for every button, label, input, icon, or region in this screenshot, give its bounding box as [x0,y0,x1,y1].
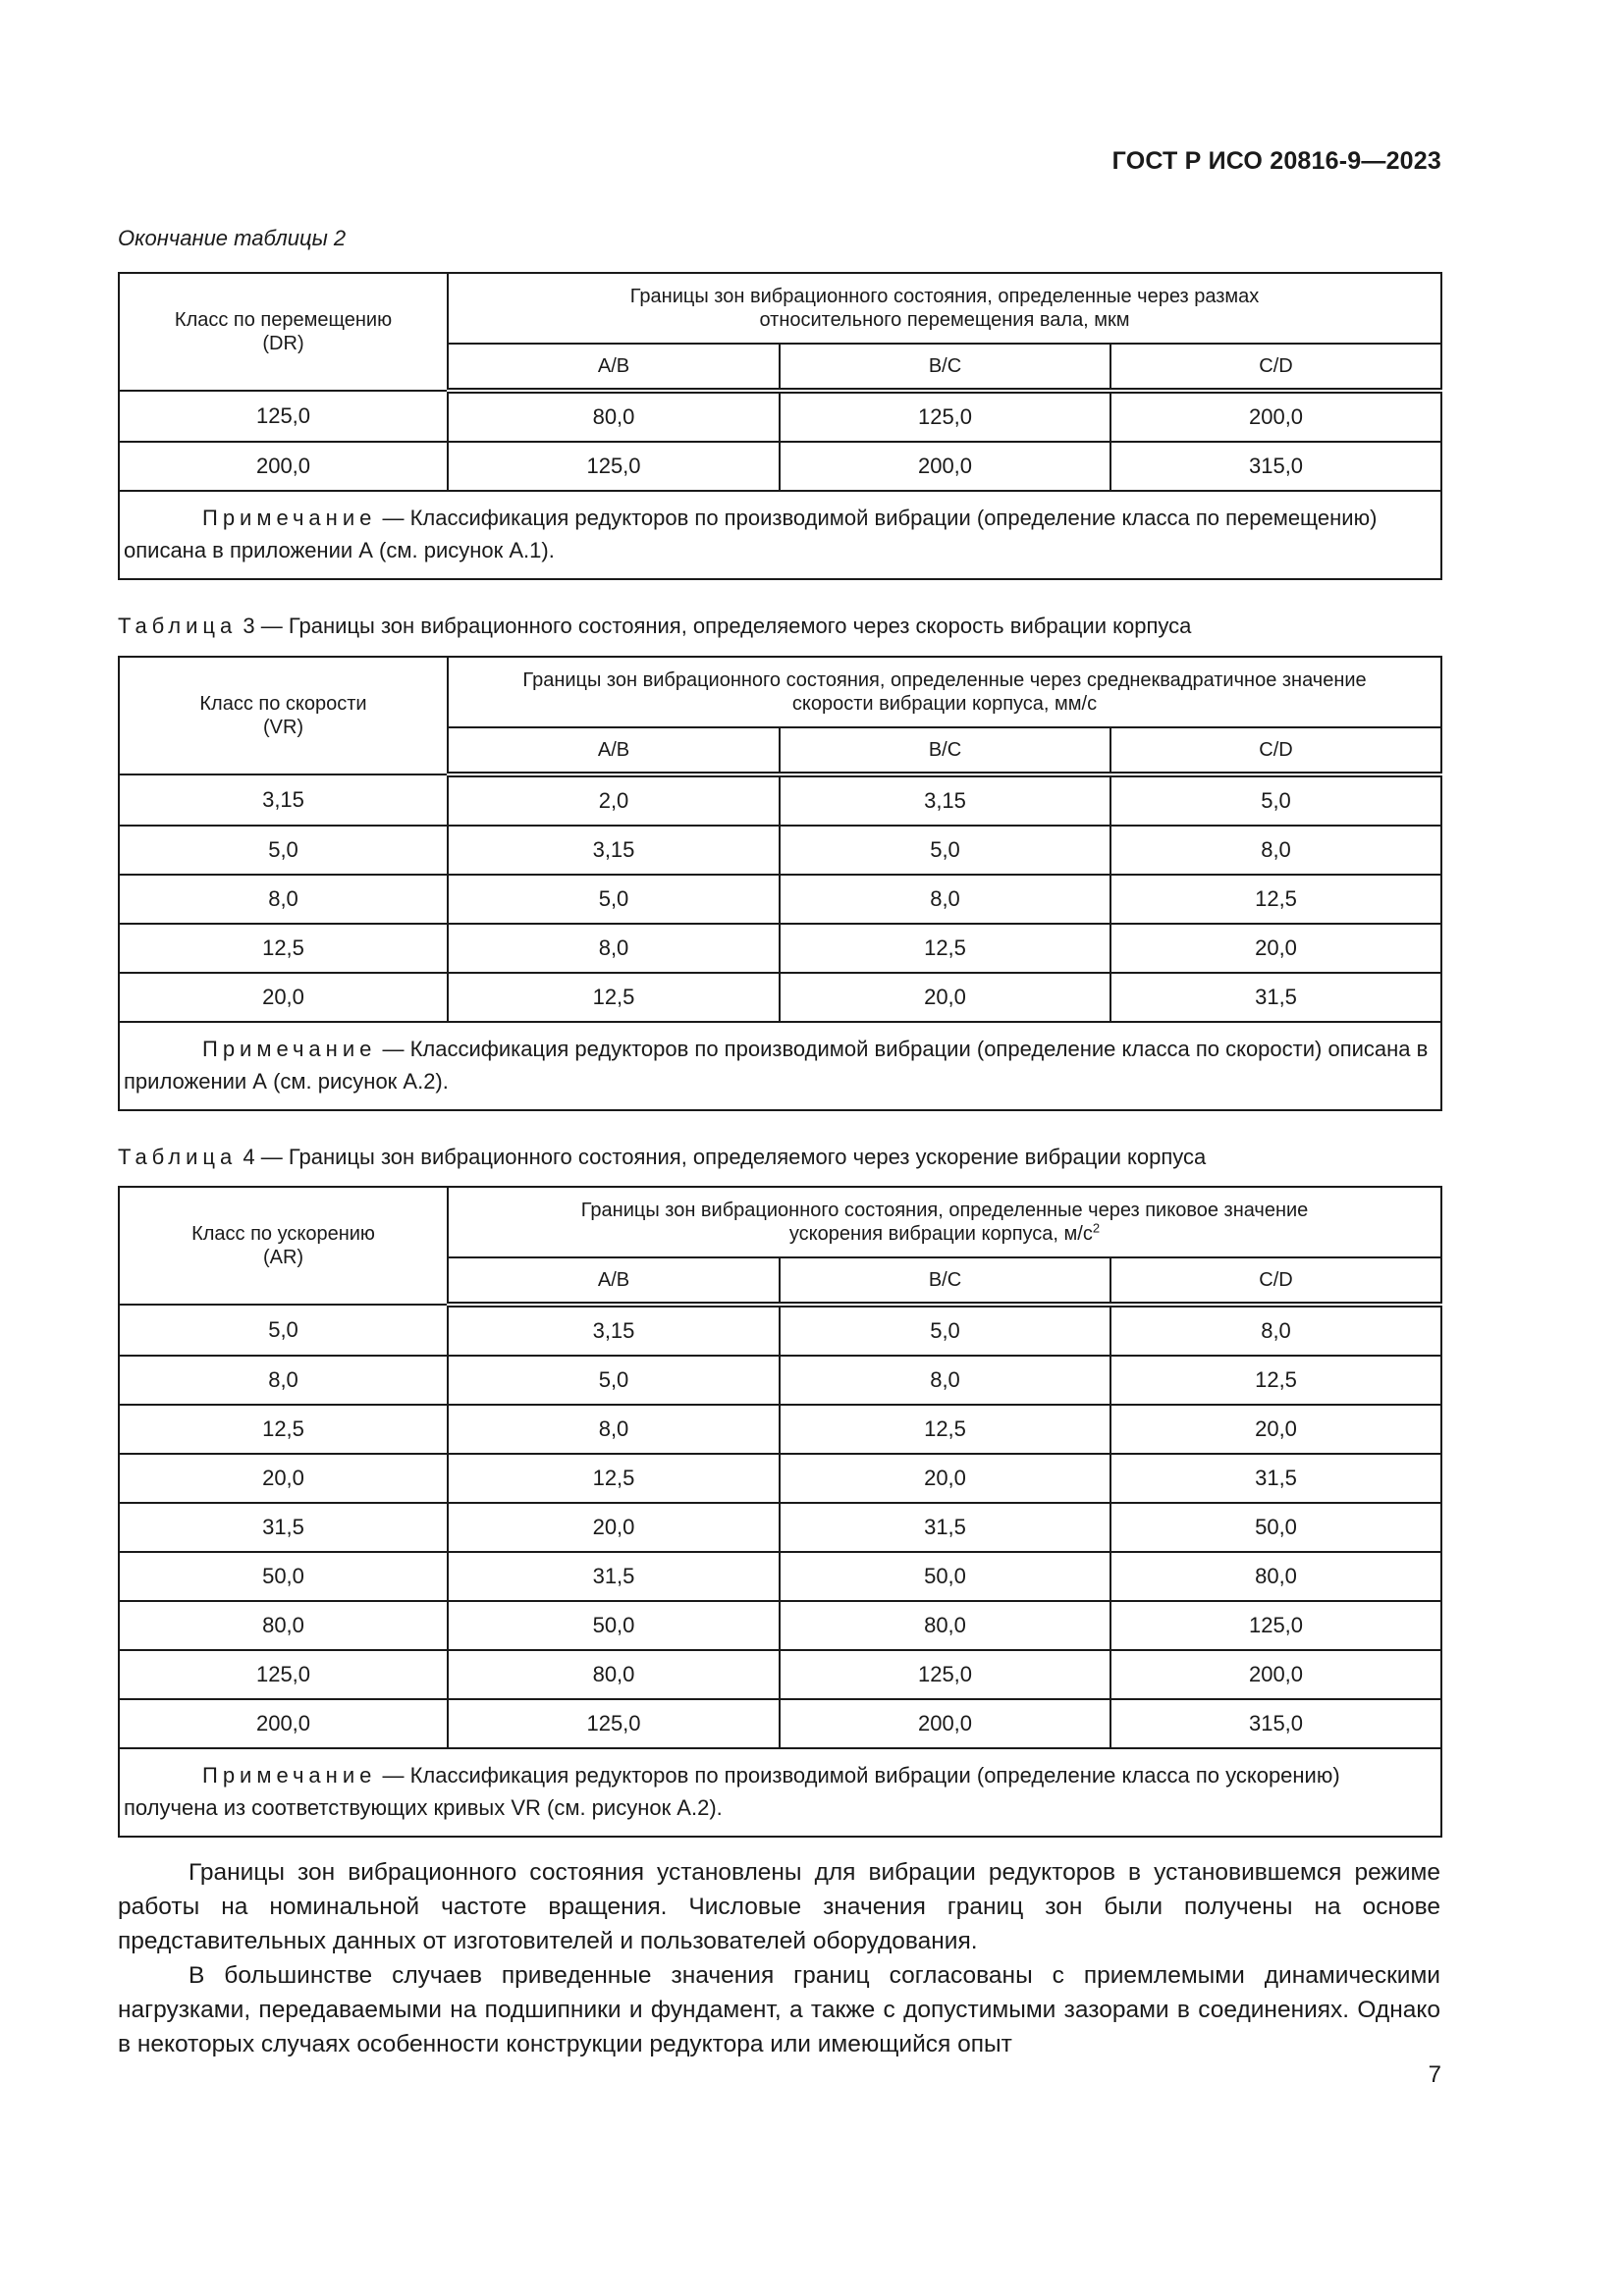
table-3-velocity [118,656,1442,1111]
cell: 80,0 [448,1650,780,1699]
table-row [119,1650,1441,1699]
cell: 31,5 [780,1503,1110,1552]
cell: 3,15 [119,774,448,826]
table-note-row [119,491,1441,579]
cell: 50,0 [448,1601,780,1650]
cell: 80,0 [1110,1552,1441,1601]
table-note: Примечание — Классификация редукторов по производимой вибрации (определение класса по перемещению) описана в приложении А (см. рисунок А.1). [119,491,1441,579]
cell: 12,5 [780,1405,1110,1454]
cell: 5,0 [780,826,1110,875]
cell: 31,5 [1110,973,1441,1022]
table-row [119,1503,1441,1552]
cell: 12,5 [448,973,780,1022]
cell: 200,0 [119,442,448,491]
zone-limits-group-header: Границы зон вибрационного состояния, определенные через пиковое значение ускорения вибрации корпуса, $м/с^2$ [448,1187,1441,1257]
cell: 125,0 [119,1650,448,1699]
table-row [119,1552,1441,1601]
cell: 200,0 [780,442,1110,491]
cell: 200,0 [1110,391,1441,442]
col-header-cd: C/D [1110,344,1441,391]
page-number: 7 [1428,2061,1441,2088]
cell: 12,5 [119,924,448,973]
col-header-ab: A/B [448,344,780,391]
cell: 8,0 [1110,826,1441,875]
table3-caption: Таблица 3 — Границы зон вибрационного состояния, определяемого через скорость вибрации корпуса [118,614,1192,638]
cell: 8,0 [448,924,780,973]
cell: 31,5 [119,1503,448,1552]
cell: 50,0 [1110,1503,1441,1552]
table-row [119,1305,1441,1356]
cell: 8,0 [448,1405,780,1454]
table-4-acceleration [118,1186,1442,1838]
cell: 125,0 [780,391,1110,442]
cell: 80,0 [780,1601,1110,1650]
cell: 20,0 [448,1503,780,1552]
cell: 315,0 [1110,1699,1441,1748]
cell: 3,15 [448,1305,780,1356]
cell: 80,0 [119,1601,448,1650]
cell: 125,0 [448,1699,780,1748]
table-row [119,924,1441,973]
col-header-bc: B/C [780,1257,1110,1305]
table-row [119,442,1441,491]
paragraph: Границы зон вибрационного состояния установлены для вибрации редукторов в установившемся режиме работы на номинальной частоте вращения. Числовые значения границ зон были получены на основе представительных данных от изготовителей и пользователей оборудования. [118,1859,1440,1954]
col-header-bc: B/C [780,727,1110,774]
table-row [119,1601,1441,1650]
paragraph: В большинстве случаев приведенные значения границ согласованы с приемлемыми динамическими нагрузками, передаваемыми на подшипники и фундамент, а также с допустимыми зазорами в соединениях. Однако в некоторых случаях особенности конструкции редуктора или имеющийся опыт [118,1962,1440,2057]
cell: 125,0 [119,391,448,442]
col-header-cd: C/D [1110,1257,1441,1305]
table4-caption: Таблица 4 — Границы зон вибрационного состояния, определяемого через ускорение вибрации корпуса [118,1145,1207,1169]
cell: 12,5 [1110,1356,1441,1405]
cell: 5,0 [448,1356,780,1405]
table-row [119,1405,1441,1454]
cell: 2,0 [448,774,780,826]
cell: 12,5 [119,1405,448,1454]
table-row [119,391,1441,442]
cell: 31,5 [448,1552,780,1601]
cell: 8,0 [780,875,1110,924]
cell: 3,15 [448,826,780,875]
cell: 5,0 [448,875,780,924]
cell: 125,0 [448,442,780,491]
table-row [119,973,1441,1022]
cell: 125,0 [780,1650,1110,1699]
table-row [119,1699,1441,1748]
zone-limits-group-header: Границы зон вибрационного состояния, определенные через среднеквадратичное значение скорости вибрации корпуса, мм/с [448,657,1441,727]
table-row [119,875,1441,924]
cell: 5,0 [780,1305,1110,1356]
table-note: Примечание — Классификация редукторов по производимой вибрации (определение класса по ускорению) получена из соответствующих кривых VR (см. рисунок А.2). [119,1748,1441,1837]
cell: 8,0 [119,1356,448,1405]
table-note-row [119,1748,1441,1837]
cell: 20,0 [780,1454,1110,1503]
zone-limits-group-header: Границы зон вибрационного состояния, определенные через размах относительного перемещения вала, мкм [448,273,1441,344]
cell: 20,0 [119,973,448,1022]
class-column-header: Класс по перемещению (DR) [119,273,448,391]
col-header-cd: C/D [1110,727,1441,774]
table2-continuation-label: Окончание таблицы 2 [118,226,347,250]
cell: 31,5 [1110,1454,1441,1503]
table-row [119,1454,1441,1503]
class-column-header: Класс по скорости (VR) [119,657,448,774]
cell: 200,0 [1110,1650,1441,1699]
cell: 80,0 [448,391,780,442]
cell: 200,0 [780,1699,1110,1748]
col-header-ab: A/B [448,1257,780,1305]
col-header-ab: A/B [448,727,780,774]
cell: 5,0 [119,826,448,875]
body-text [118,1855,1440,2061]
cell: 8,0 [1110,1305,1441,1356]
table-note: Примечание — Классификация редукторов по производимой вибрации (определение класса по скорости) описана в приложении А (см. рисунок А.2). [119,1022,1441,1110]
cell: 125,0 [1110,1601,1441,1650]
cell: 8,0 [780,1356,1110,1405]
cell: 20,0 [1110,1405,1441,1454]
table-row [119,1356,1441,1405]
table-note-row [119,1022,1441,1110]
cell: 8,0 [119,875,448,924]
cell: 5,0 [119,1305,448,1356]
col-header-bc: B/C [780,344,1110,391]
class-column-header: Класс по ускорению (AR) [119,1187,448,1305]
table-row [119,774,1441,826]
document-code-header: ГОСТ Р ИСО 20816-9—2023 [1111,147,1441,175]
cell: 20,0 [119,1454,448,1503]
cell: 50,0 [780,1552,1110,1601]
cell: 3,15 [780,774,1110,826]
table-row [119,826,1441,875]
table-2-displacement [118,272,1442,580]
cell: 12,5 [1110,875,1441,924]
cell: 315,0 [1110,442,1441,491]
cell: 5,0 [1110,774,1441,826]
cell: 50,0 [119,1552,448,1601]
cell: 12,5 [780,924,1110,973]
cell: 20,0 [780,973,1110,1022]
cell: 200,0 [119,1699,448,1748]
cell: 12,5 [448,1454,780,1503]
cell: 20,0 [1110,924,1441,973]
